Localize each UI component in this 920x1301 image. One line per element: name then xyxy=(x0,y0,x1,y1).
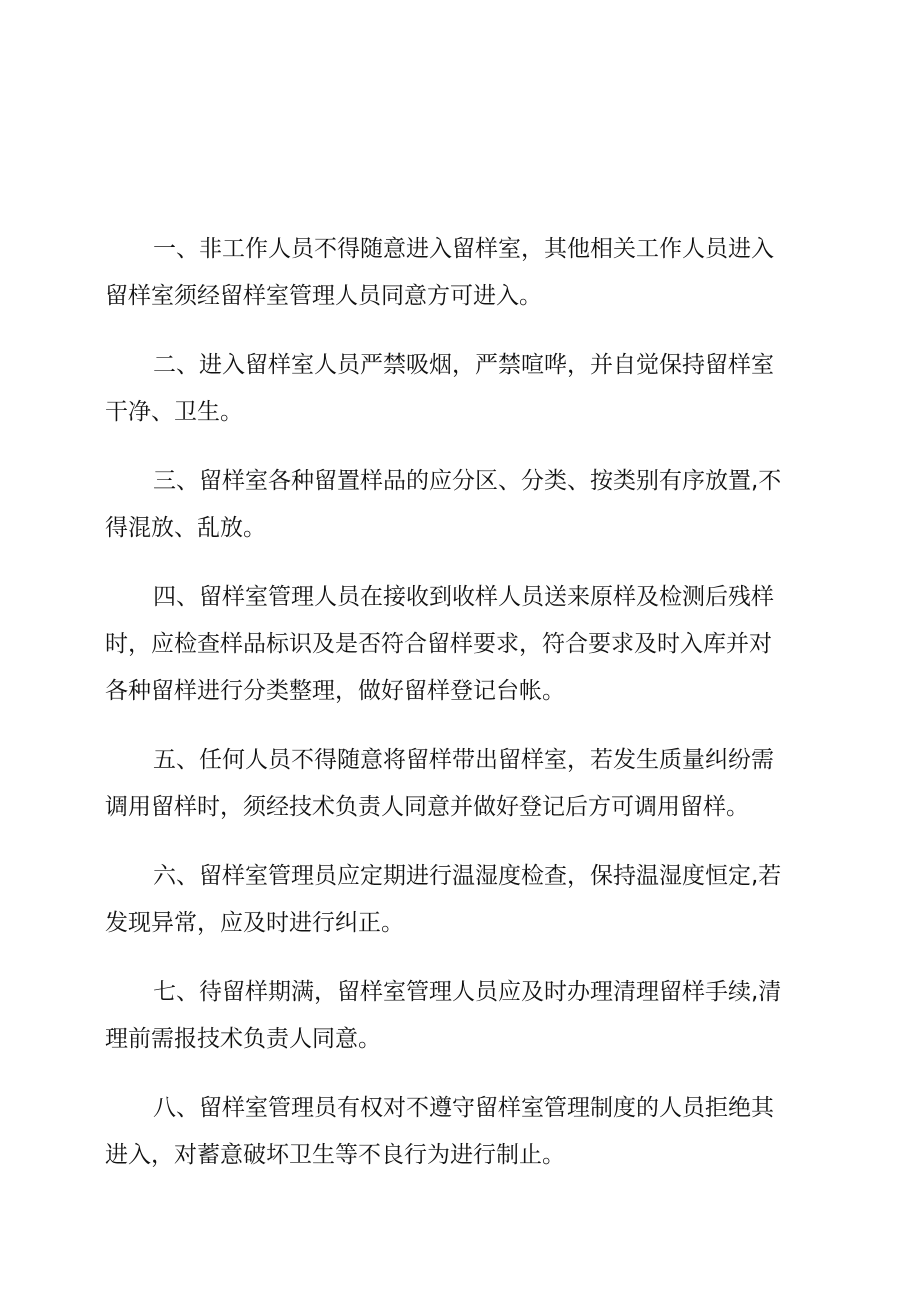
rule-2: 二、进入留样室人员严禁吸烟，严禁喧哗，并自觉保持留样室干净、卫生。 xyxy=(105,352,774,425)
rules-body xyxy=(105,226,787,1201)
rule-1: 一、非工作人员不得随意进入留样室，其他相关工作人员进入留样室须经留样室管理人员同意方可进入。 xyxy=(105,236,774,309)
rule-3: 三、留样室各种留置样品的应分区、分类、按类别有序放置,不得混放、乱放。 xyxy=(105,468,782,541)
rule-4: 四、留样室管理人员在接收到收样人员送来原样及检测后残样时，应检查样品标识及是否符合留样要求，符合要求及时入库并对各种留样进行分类整理，做好留样登记台帐。 xyxy=(105,584,774,704)
rule-6: 六、留样室管理员应定期进行温湿度检查，保持温湿度恒定,若发现异常，应及时进行纠正。 xyxy=(105,863,782,936)
rule-8: 八、留样室管理员有权对不遵守留样室管理制度的人员拒绝其进入，对蓄意破坏卫生等不良行为进行制止。 xyxy=(105,1095,774,1168)
rule-5: 五、任何人员不得随意将留样带出留样室，若发生质量纠纷需调用留样时，须经技术负责人同意并做好登记后方可调用留样。 xyxy=(105,747,774,820)
rule-7: 七、待留样期满，留样室管理人员应及时办理清理留样手续,清理前需报技术负责人同意。 xyxy=(105,979,782,1052)
